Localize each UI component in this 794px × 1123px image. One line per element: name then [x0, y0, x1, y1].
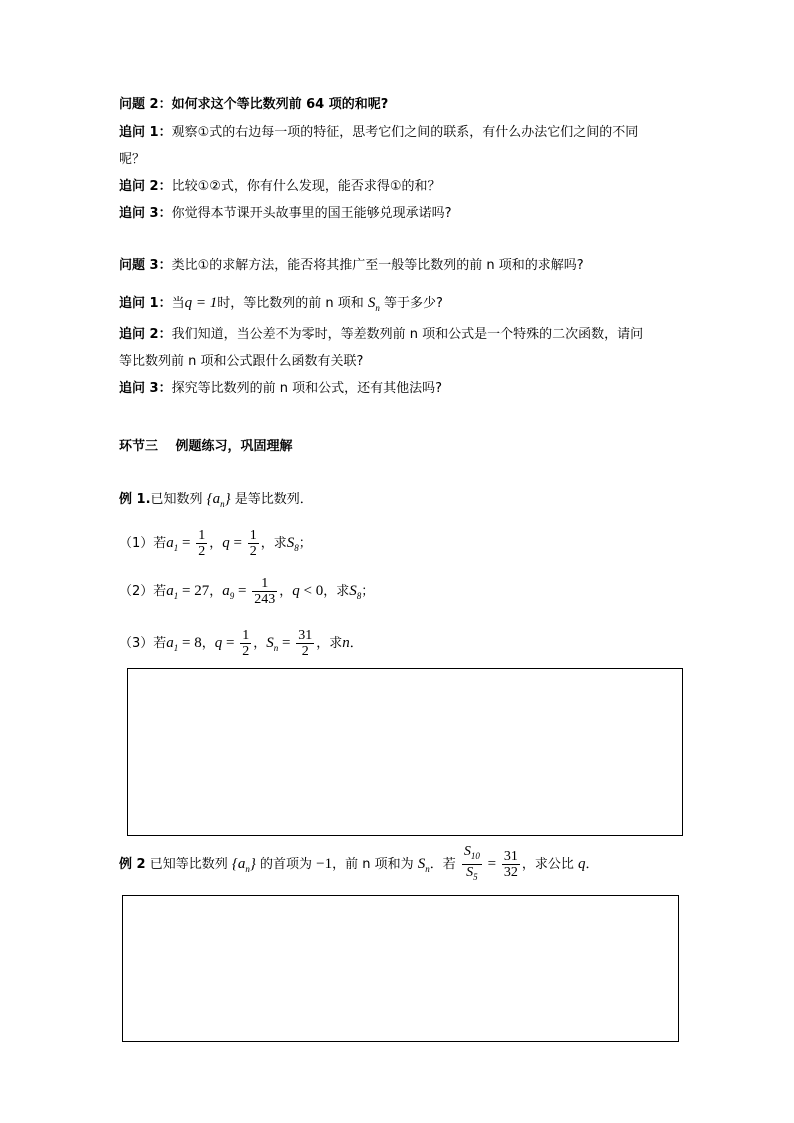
- example-1-part-1: （1）若$a_1$ = $\frac{1}{2}$ ，q = $\frac{1}{2}$ ，求$S_8$；: [119, 528, 312, 559]
- example-1-part-2: （2）若$a_1 = 27$，$a_9$ = $\frac{1}{243}$ ，q < 0，求$S_8$；: [119, 576, 375, 607]
- q2-followup-1-cont: 呢？: [119, 152, 146, 167]
- example-1-answer-box[interactable]: [127, 668, 683, 836]
- fraction: $\frac{1}{2}$: [242, 628, 250, 659]
- sum-symbol: $S_n$: [367, 295, 380, 313]
- example-1-part-3: （3）若$a_1 = 8$，q = $\frac{1}{2}$ ，$S_n$ = $\frac{31}{2}$ ，求n．: [119, 628, 363, 659]
- followup-text: 当: [171, 296, 185, 311]
- sequence-symbol: $\{a_n\}$: [231, 856, 256, 874]
- followup-label: 追问 3：: [119, 206, 172, 221]
- fraction: $\frac{1}{2}$: [249, 528, 257, 559]
- example-label: 例 2: [119, 857, 146, 872]
- q2-followup-3: [119, 205, 451, 223]
- fraction: $\frac{1}{243}$: [254, 576, 276, 607]
- fraction: $\frac{31}{2}$: [298, 628, 313, 659]
- followup-label: 追问 2：: [119, 327, 172, 342]
- question-2-title: 问题 2：如何求这个等比数列前 64 项的和呢?: [119, 97, 389, 112]
- section-3-title: 环节三 例题练习，巩固理解: [119, 439, 293, 454]
- followup-text: 等于多少?: [379, 296, 443, 311]
- q3-followup-3: [119, 380, 442, 398]
- example-label: 例 1.: [119, 492, 151, 507]
- example-1-stem: 例 1.已知数列 $\{a_n\}$ 是等比数列．: [119, 491, 313, 509]
- fraction: $\frac{31}{32}$: [503, 849, 518, 880]
- q3-followup-2-cont: 等比数列前 n 项和公式跟什么函数有关联?: [119, 354, 364, 369]
- q3-followup-2: [119, 326, 643, 344]
- question-label: 问题 3：: [119, 258, 172, 273]
- q2-followup-1: [119, 124, 638, 142]
- q2-followup-2: [119, 178, 441, 196]
- question-text: 类比①的求解方法，能否将其推广至一般等比数列的前 n 项和的求解吗?: [171, 258, 584, 273]
- followup-text: 探究等比数列的前 n 项和公式，还有其他法吗?: [171, 381, 442, 396]
- followup-text: 观察①式的右边每一项的特征，思考它们之间的联系，有什么办法它们之间的不同: [171, 125, 639, 140]
- followup-label: 追问 3：: [119, 381, 172, 396]
- example-2-stem: 例 2 已知等比数列 $\{a_n\}$ 的首项为 −1，前 n 项和为 $S_n$．若 $\frac{S_{10}}{S_5}$ = $\frac{31}{32}$ ，求公比 q．: [119, 842, 598, 891]
- followup-label: 追问 2：: [119, 179, 172, 194]
- fraction: $\frac{1}{2}$: [198, 528, 206, 559]
- sequence-symbol: $\{a_n\}$: [206, 491, 231, 509]
- question-3-title: [119, 257, 584, 275]
- followup-text: 我们知道，当公差不为零时，等差数列前 n 项和公式是一个特殊的二次函数，请问: [171, 327, 644, 342]
- followup-text: 你觉得本节课开头故事里的国王能够兑现承诺吗?: [171, 206, 452, 221]
- followup-label: 追问 1：: [119, 125, 172, 140]
- q3-followup-1: [119, 294, 443, 317]
- condition-q: q = 1: [184, 295, 218, 311]
- fraction: $\frac{S_{10}}{S_5}$: [463, 844, 480, 882]
- example-2-answer-box[interactable]: [122, 895, 679, 1042]
- followup-label: 追问 1：: [119, 296, 172, 311]
- followup-text: 比较①②式，你有什么发现，能否求得①的和？: [171, 179, 441, 194]
- followup-text: 时，等比数列的前 n 项和: [217, 296, 368, 311]
